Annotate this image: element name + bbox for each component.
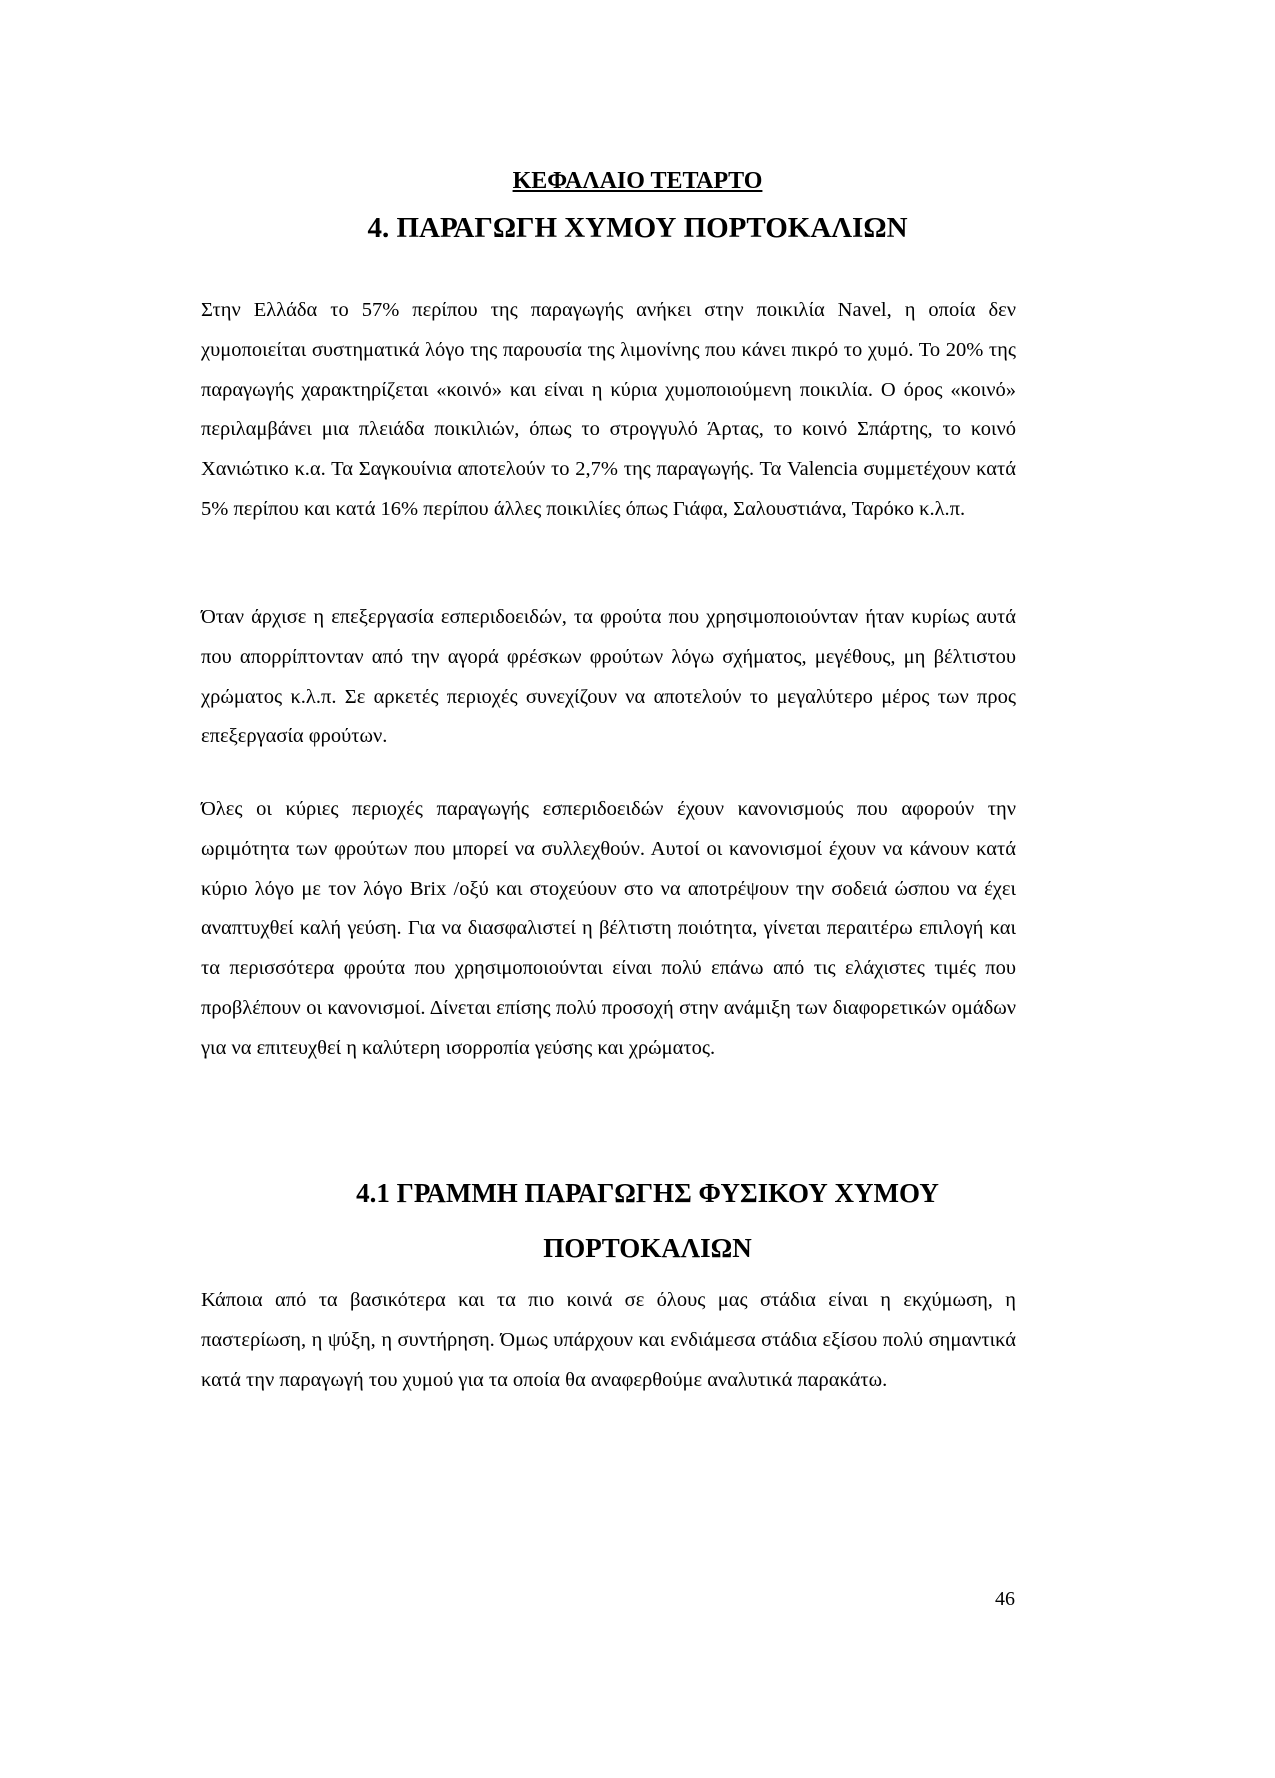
paragraph-varieties: Στην Ελλάδα το 57% περίπου της παραγωγής ανήκει στην ποικιλία Navel, η οποία δεν χυμοποιείται συστηματικά λόγο της παρουσία της λιμονίνης που κάνει πικρό το χυμό. Το 20% της παραγωγής χαρακτηρίζεται «κοινό» και είναι η κύρια χυμοποιούμενη ποικιλία. Ο όρος «κοινό» περιλαμβάνει μια πλειάδα ποικιλιών, όπως το στρογγυλό Άρτας, το κοινό Σπάρτης, το κοινό Χανιώτικο κ.α. Τα Σαγκουίνια αποτελούν το 2,7% της παραγωγής. Τα Valencia συμμετέχουν κατά 5% περίπου και κατά 16% περίπου άλλες ποικιλίες όπως Γιάφα, Σαλουστιάνα, Ταρόκο κ.λ.π. — [201, 299, 1016, 520]
section-title-line-1: 4.1 ΓΡΑΜΜΗ ΠΑΡΑΓΩΓΗΣ ΦΥΣΙΚΟΥ ΧΥΜΟΥ — [356, 1178, 939, 1208]
section-title-line-2: ΠΟΡΤΟΚΑΛΙΩΝ — [543, 1233, 752, 1263]
page-number: 46 — [995, 1588, 1015, 1610]
section-title — [0, 1166, 1275, 1276]
paragraph-production-stages: Κάποια από τα βασικότερα και τα πιο κοινά σε όλους μας στάδια είναι η εκχύμωση, η παστερίωση, η ψύξη, η συντήρηση. Όμως υπάρχουν και ενδιάμεσα στάδια εξίσου πολύ σημαντικά κατά την παραγωγή του χυμού για τα οποία θα αναφερθούμε αναλυτικά παρακάτω. — [201, 1289, 1016, 1391]
paragraph-regulations: Όλες οι κύριες περιοχές παραγωγής εσπεριδοειδών έχουν κανονισμούς που αφορούν την ωριμότητα των φρούτων που μπορεί να συλλεχθούν. Αυτοί οι κανονισμοί έχουν να κάνουν κατά κύριο λόγο με τον λόγο Brix /οξύ και στοχεύουν στο να αποτρέψουν την σοδειά ώσπου να έχει αναπτυχθεί καλή γεύση. Για να διασφαλιστεί η βέλτιστη ποιότητα, γίνεται περαιτέρω επιλογή και τα περισσότερα φρούτα που χρησιμοποιούνται είναι πολύ επάνω από τις ελάχιστες τιμές που προβλέπουν οι κανονισμοί. Δίνεται επίσης πολύ προσοχή στην ανάμιξη των διαφορετικών ομάδων για να επιτευχθεί η καλύτερη ισορροπία γεύσης και χρώματος. — [201, 798, 1016, 1059]
chapter-title: 4. ΠΑΡΑΓΩΓΗ ΧΥΜΟΥ ΠΟΡΤΟΚΑΛΙΩΝ — [367, 212, 908, 244]
chapter-label: ΚΕΦΑΛΑΙΟ ΤΕΤΑΡΤΟ — [512, 168, 763, 194]
paragraph-processing-history: Όταν άρχισε η επεξεργασία εσπεριδοειδών, τα φρούτα που χρησιμοποιούνταν ήταν κυρίως αυτά που απορρίπτονταν από την αγορά φρέσκων φρούτων λόγω σχήματος, μεγέθους, μη βέλτιστου χρώματος κ.λ.π. Σε αρκετές περιοχές συνεχίζουν να αποτελούν το μεγαλύτερο μέρος των προς επεξεργασία φρούτων. — [201, 606, 1016, 748]
